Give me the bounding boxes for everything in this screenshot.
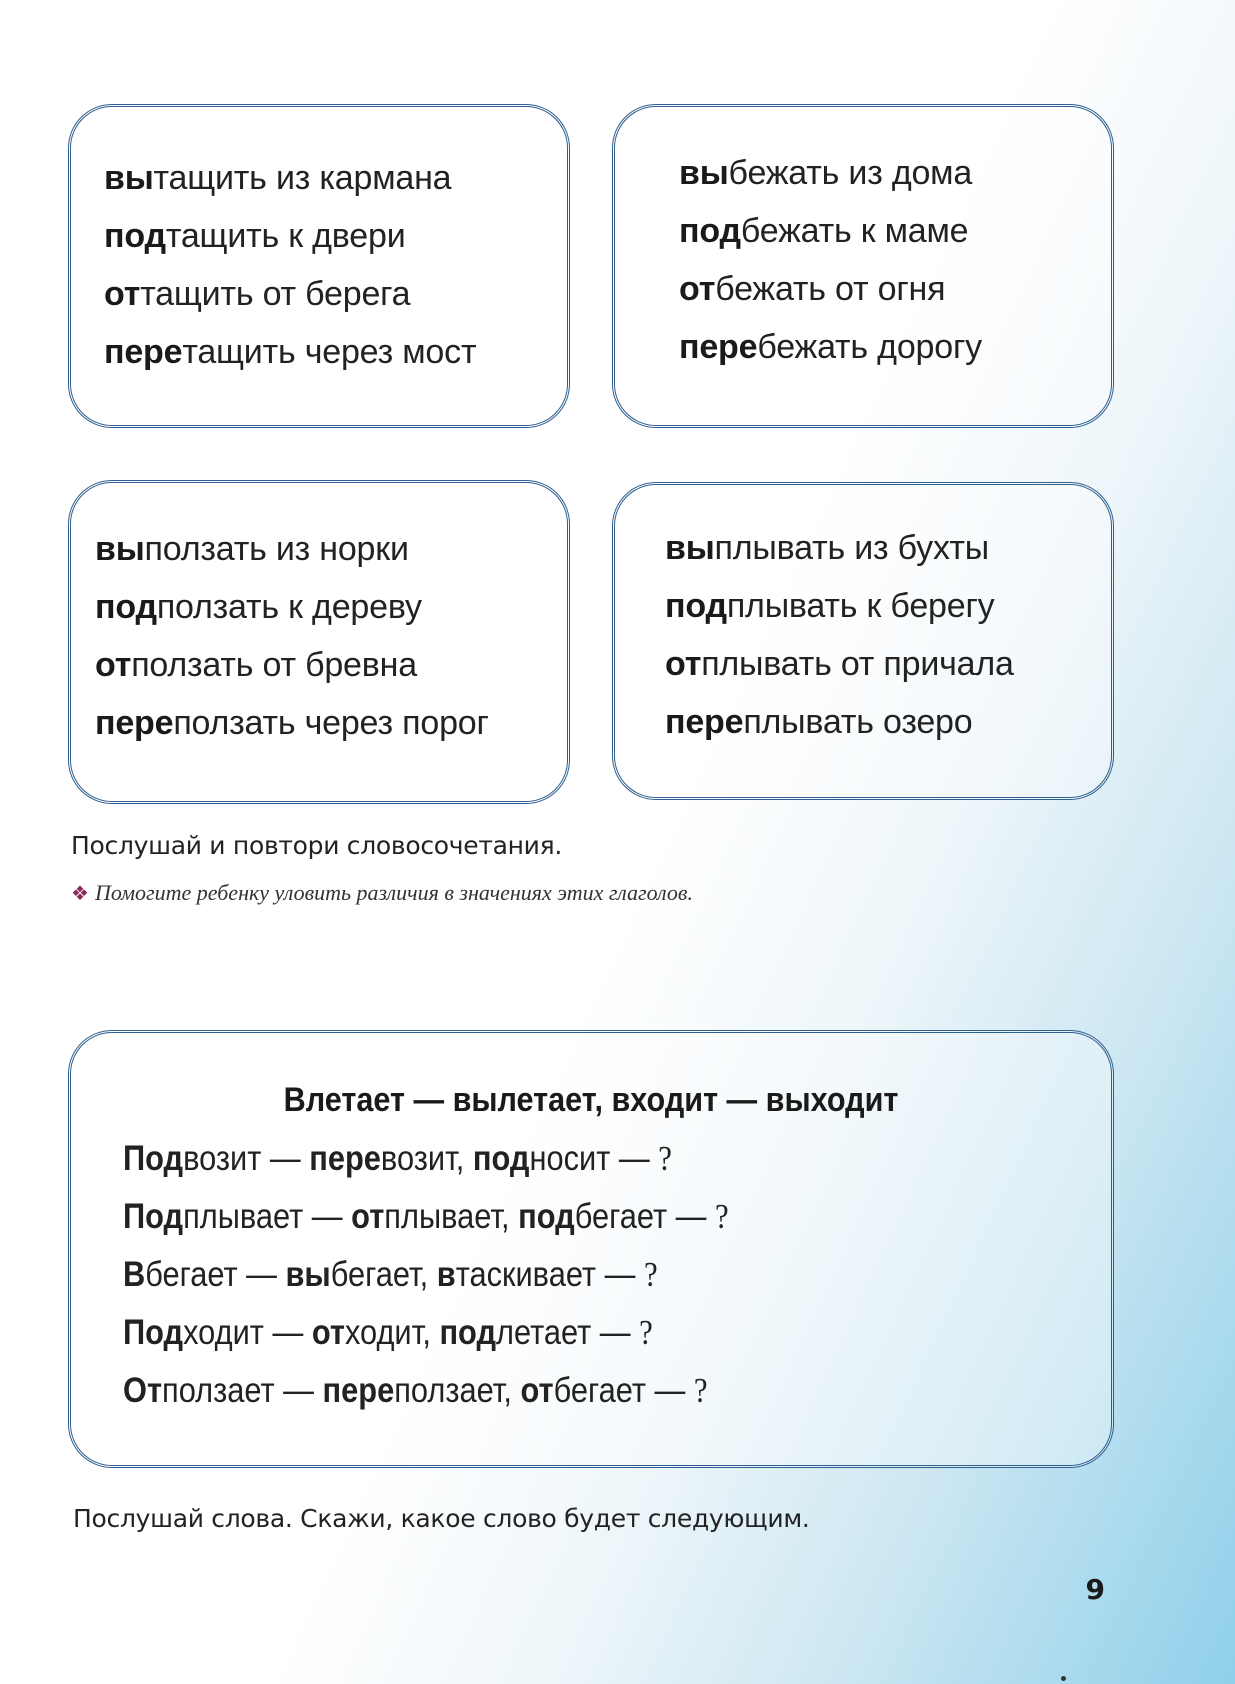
prefix: вы [285,1255,331,1294]
prefix: под [104,217,166,255]
prefix: Под [123,1139,184,1178]
word-part: летает — [496,1313,640,1352]
phrase-rest: ползать к дереву [156,588,422,626]
phrase-line [104,323,476,381]
prefix: Под [123,1197,184,1236]
phrase-rest: бежать из дома [728,154,973,192]
phrase-rest: бежать дорогу [757,328,982,366]
phrase-line [104,207,476,265]
exercise-title: Влетает — вылетает, входит — выходит [283,1081,899,1119]
prefix: в [436,1255,456,1294]
card-polzat [68,480,570,804]
word-part: ходит — [183,1313,312,1352]
word-part: ползает — [162,1371,323,1410]
prefix: пере [104,333,183,371]
phrase-line [95,578,489,636]
phrase-rest: бежать к маме [740,212,969,250]
prefix: От [123,1371,163,1410]
phrase-line [665,693,1014,751]
instruction-repeat: Послушай и повтори словосочетания. [71,831,562,860]
word-part: бегает, [330,1255,437,1294]
exercise-card [68,1030,1114,1468]
prefix: вы [679,154,729,192]
answer-placeholder: ? [658,1139,672,1178]
prefix: пере [95,704,174,742]
exercise-row [123,1371,708,1411]
word-part: бегает — [574,1197,715,1236]
answer-placeholder: ? [639,1313,653,1352]
prefix: под [472,1139,530,1178]
card-tashchit [68,104,570,428]
phrase-line [95,636,489,694]
phrase-line [665,577,1014,635]
parent-note-text: Помогите ребенку уловить различия в значениях этих глаголов. [94,880,693,905]
prefix: от [679,270,716,308]
phrase-rest: ползать из норки [144,530,409,568]
phrase-line [679,318,982,376]
phrase-rest: тащить через мост [182,333,477,371]
phrase-rest: плывать из бухты [714,529,989,567]
phrase-rest: плывать озеро [743,703,973,741]
prefix: пере [322,1371,395,1410]
prefix: вы [95,530,145,568]
prefix: вы [104,159,154,197]
card-plyvat [612,482,1114,800]
exercise-row [123,1197,729,1237]
prefix: от [104,275,141,313]
prefix: от [665,645,702,683]
prefix: от [351,1197,385,1236]
word-part: бегает — [145,1255,286,1294]
prefix: под [665,587,727,625]
phrase-line [665,519,1014,577]
phrase-line [665,635,1014,693]
answer-placeholder: ? [693,1371,708,1410]
phrase-rest: плывать от причала [701,645,1014,683]
word-part: плывает — [183,1197,352,1236]
phrase-rest: тащить от берега [140,275,411,313]
prefix: под [679,212,741,250]
prefix: под [439,1313,497,1352]
exercise-row [123,1255,658,1295]
word-part: носит — [529,1139,659,1178]
word-part: возит, [380,1139,473,1178]
word-part: бегает — [553,1371,694,1410]
answer-placeholder: ? [643,1255,658,1294]
phrase-rest: плывать к берегу [726,587,995,625]
word-part: возит — [183,1139,310,1178]
exercise-row [123,1313,653,1353]
phrase-line [95,694,489,752]
prefix: Под [123,1313,184,1352]
prefix: от [95,646,132,684]
card-bezhat [612,104,1114,428]
phrase-line [679,202,982,260]
word-part: ползает, [394,1371,521,1410]
phrase-rest: ползать от бревна [131,646,417,684]
word-part: ходит, [344,1313,440,1352]
phrase-line [95,520,489,578]
phrase-line [679,144,982,202]
prefix: пере [665,703,744,741]
phrase-line [104,265,476,323]
page-number: 9 [1085,1573,1105,1606]
prefix: от [520,1371,554,1410]
phrase-rest: ползать через порог [173,704,489,742]
phrase-rest: тащить к двери [165,217,406,255]
prefix: пере [679,328,758,366]
print-speck [1061,1676,1066,1681]
prefix: В [123,1255,146,1294]
instruction-next-word: Послушай слова. Скажи, какое слово будет следующим. [73,1504,810,1533]
phrase-line [104,149,476,207]
prefix: под [95,588,157,626]
prefix: под [518,1197,575,1236]
prefix: вы [665,529,715,567]
diamond-bullet-icon: ❖ [71,883,89,905]
phrase-line [679,260,982,318]
prefix: от [311,1313,345,1352]
answer-placeholder: ? [714,1197,729,1236]
word-part: таскивает — [455,1255,644,1294]
phrase-rest: бежать от огня [715,270,946,308]
parent-note [71,880,693,906]
phrase-rest: тащить из кармана [153,159,452,197]
prefix: пере [309,1139,381,1178]
exercise-row [123,1139,672,1179]
word-part: плывает, [384,1197,519,1236]
